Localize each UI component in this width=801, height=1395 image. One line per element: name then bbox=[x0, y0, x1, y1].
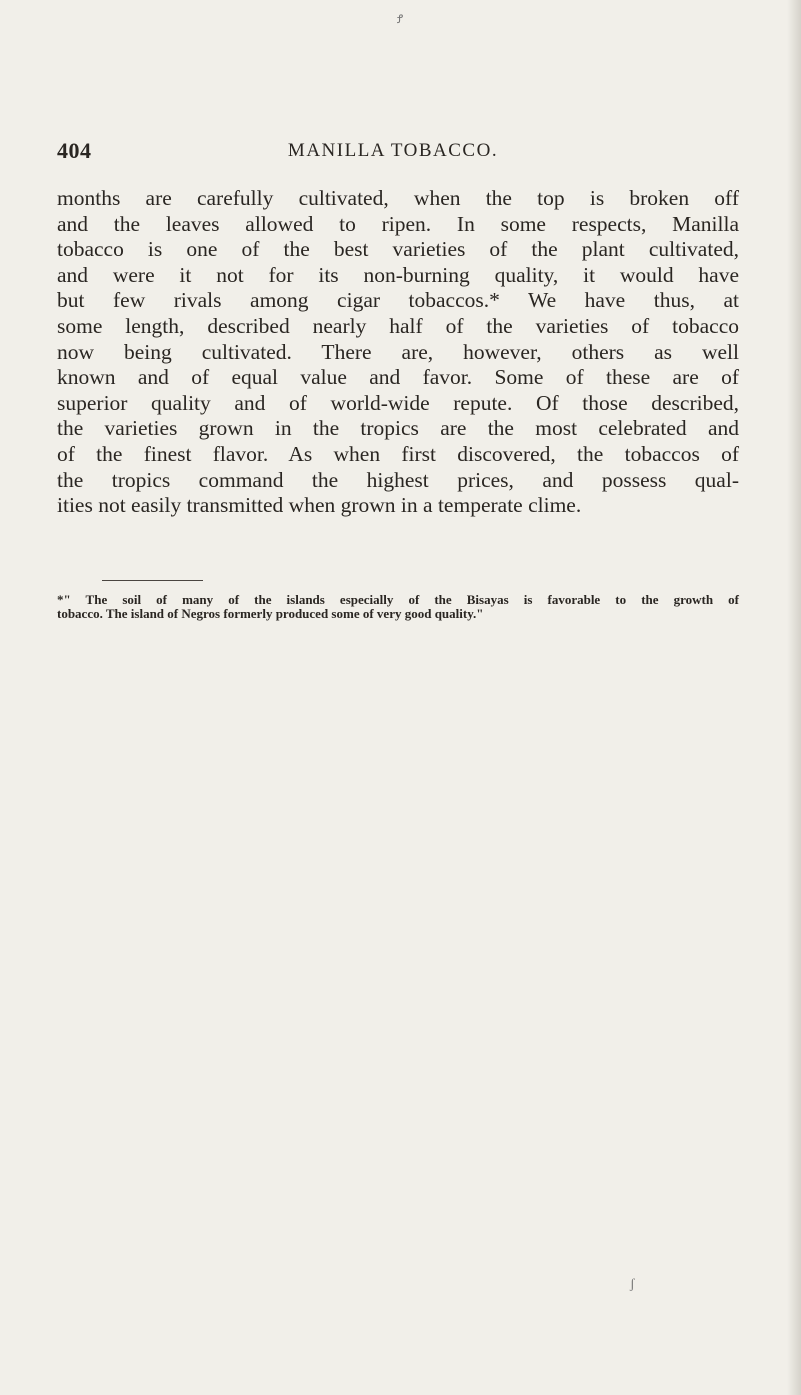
body-line: superior quality and of world-wide repute. Of those described, bbox=[57, 390, 739, 415]
body-paragraph bbox=[57, 186, 739, 519]
body-line: now being cultivated. There are, however, others as well bbox=[57, 339, 739, 364]
body-line: months are carefully cultivated, when the top is broken off bbox=[57, 186, 739, 210]
body-line: the tropics command the highest prices, and possess qual- bbox=[57, 467, 739, 492]
page-edge-shadow bbox=[787, 0, 801, 1395]
body-line: of the finest flavor. As when first discovered, the tobaccos of bbox=[57, 441, 739, 466]
body-line: and the leaves allowed to ripen. In some respects, Manilla bbox=[57, 211, 739, 236]
footnote-rule bbox=[102, 580, 203, 581]
footnote bbox=[57, 593, 739, 621]
stray-printer-mark: Ꝭ bbox=[397, 12, 404, 26]
running-title: MANILLA TOBACCO. bbox=[287, 140, 499, 161]
body-line: some length, described nearly half of the varieties of tobacco bbox=[57, 313, 739, 338]
running-head bbox=[57, 138, 689, 168]
footnote-line: *" The soil of many of the islands especially of the Bisayas is favorable to the growth of bbox=[57, 592, 739, 607]
body-line: the varieties grown in the tropics are the most celebrated and bbox=[57, 416, 739, 441]
page-number: 404 bbox=[57, 138, 92, 163]
body-line: but few rivals among cigar tobaccos.* We have thus, at bbox=[57, 288, 739, 313]
body-line: tobacco is one of the best varieties of the plant cultivated, bbox=[57, 237, 739, 262]
stray-ink-mark: ʃ bbox=[630, 1277, 635, 1292]
body-line: ities not easily transmitted when grown in a temperate clime. bbox=[57, 493, 582, 518]
footnote-line: tobacco. The island of Negros formerly produced some of very good quality." bbox=[57, 606, 484, 621]
body-line: and were it not for its non-burning quality, it would have bbox=[57, 262, 739, 287]
body-line: known and of equal value and favor. Some of these are of bbox=[57, 365, 739, 390]
